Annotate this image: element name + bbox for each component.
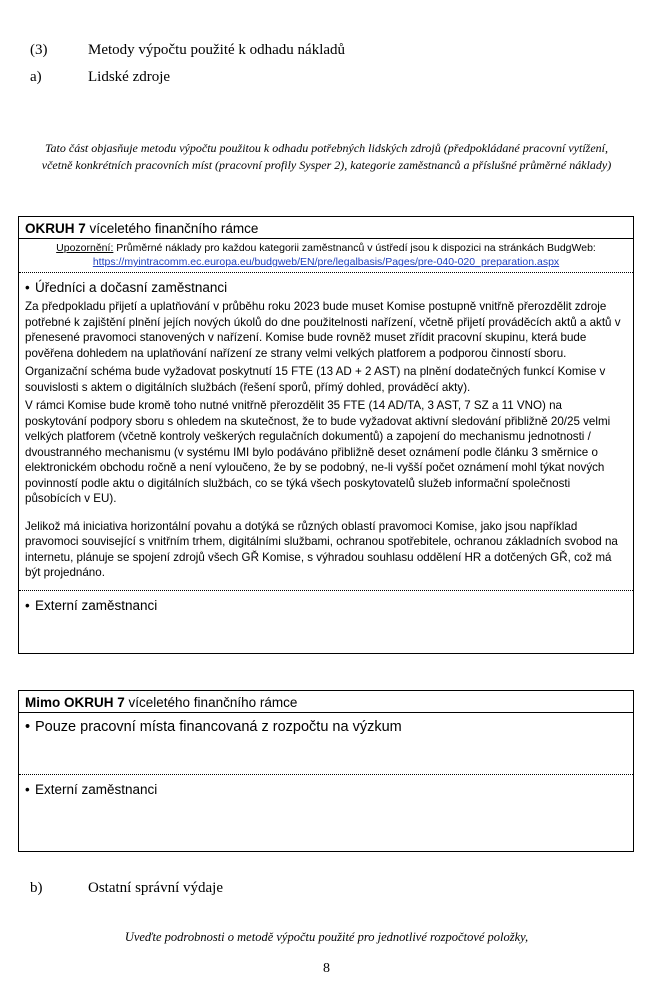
notice: [19, 239, 633, 273]
bullet-icon: •: [25, 280, 30, 295]
officials-body: [19, 296, 633, 581]
external-heading: [19, 775, 633, 798]
subsection-number: a): [30, 69, 42, 85]
section-number: (3): [30, 42, 48, 58]
outside-heading7-box: [18, 690, 634, 852]
external-section: [19, 775, 633, 798]
intro-text: Tato část objasňuje metodu výpočtu použitou k odhadu potřebných lidských zdrojů (předpokládané pracovní vytížení, včetně konkrétních pracovních míst (pracovní profily Sysper 2), kategorie zaměstnanců a příslušné průměrné náklady): [41, 141, 612, 172]
external-heading-text: Externí zaměstnanci: [35, 598, 158, 613]
external-heading-text: Externí zaměstnanci: [35, 782, 158, 797]
notice-text: Průměrné náklady pro každou kategorii zaměstnanců v ústředí jsou k dispozici na stránkách BudgWeb:: [113, 242, 596, 254]
subsection-title: Lidské zdroje: [88, 69, 171, 85]
budgweb-link[interactable]: https://myintracomm.ec.europa.eu/budgweb/EN/pre/legalbasis/Pages/pre-040-020_preparation.aspx: [92, 256, 560, 268]
box-title: [19, 691, 633, 713]
external-section: [19, 591, 633, 614]
paragraph: Jelikož má iniciativa horizontální povahu a dotýká se různých oblastí pravomoci Komise, jako jsou například pravomoci související s vnitřním trhem, digitálními službami, ochranou spotřebitele, ochranou základních svobod na internetu, plánuje se spojení zdrojů všech GŘ Komise, s výhradou souhlasu oddělení HR a dotčených GŘ, což má být projednáno.: [25, 519, 618, 579]
officials-heading-text: Úředníci a dočasní zaměstnanci: [35, 280, 228, 295]
research-heading-text: Pouze pracovní místa financovaná z rozpočtu na výzkum: [35, 719, 402, 735]
bullet-icon: •: [25, 598, 30, 613]
bullet-icon: •: [25, 719, 31, 735]
bullet-icon: •: [25, 782, 30, 797]
box-title-rest: víceletého finančního rámce: [85, 221, 259, 236]
subsection-title: Ostatní správní výdaje: [88, 880, 223, 896]
research-section: [19, 713, 633, 775]
officials-heading: [19, 273, 633, 296]
research-heading: [19, 713, 633, 736]
page-number: 8: [323, 961, 330, 976]
notice-label: Upozornění:: [56, 242, 114, 254]
officials-section: [19, 273, 633, 591]
box-title: [19, 217, 633, 239]
paragraph: Organizační schéma bude vyžadovat poskytnutí 15 FTE (13 AD + 2 AST) na plnění dodatečných funkcí Komise v souvislosti s aktem o digitálních službách (řešení sporů, přímý dohled, prováděcí akty).: [25, 365, 606, 394]
subsection-number: b): [30, 880, 43, 896]
section-title: Metody výpočtu použité k odhadu nákladů: [88, 42, 346, 58]
box-title-bold: Mimo OKRUH 7: [25, 695, 125, 710]
external-heading: [19, 591, 633, 614]
box-title-rest: víceletého finančního rámce: [124, 695, 298, 710]
heading7-box: [18, 216, 634, 654]
instruction-text: Uveďte podrobnosti o metodě výpočtu použité pro jednotlivé rozpočtové položky,: [124, 930, 529, 944]
paragraph: V rámci Komise bude kromě toho nutné vnitřně přerozdělit 35 FTE (14 AD/TA, 3 AST, 7 SZ a 11 VNO) na poskytování podpory sboru s ohledem na skutečnost, že to bude vyžadovat aktivní sledování přibližně 20/25 velmi velkých platforem (včetně kontroly veškerých regulačních dokumentů) a zapojení do mechanismu jednotnosti / dvoustranného mechanismu (v systému IMI bylo podáváno přibližně deset oznámení podle článku 3 směrnice o elektronickém obchodu ročně a není vyloučeno, že by se podobný, ne-li vyšší počet oznámení mohl týkat nových povinností podle aktu o digitálních službách, co se týká všech poskytovatelů služeb informační společnosti působících v EU).: [25, 399, 611, 505]
paragraph: Za předpokladu přijetí a uplatňování v průběhu roku 2023 bude muset Komise postupně vnitřně přerozdělit zdroje potřebné k zajištění plnění jejích nových úkolů do dne použitelnosti nařízení, včetně přijetí prováděcích aktů a aktů v přenesené pravomoci stanovených v nařízení. Komise bude rovněž muset zřídit pracovní skupinu, která bude pověřena dohledem na uplatňování nařízení ze strany velmi velkých platforem a podporou činností sboru.: [25, 300, 621, 360]
box-title-bold: OKRUH 7: [25, 221, 86, 236]
